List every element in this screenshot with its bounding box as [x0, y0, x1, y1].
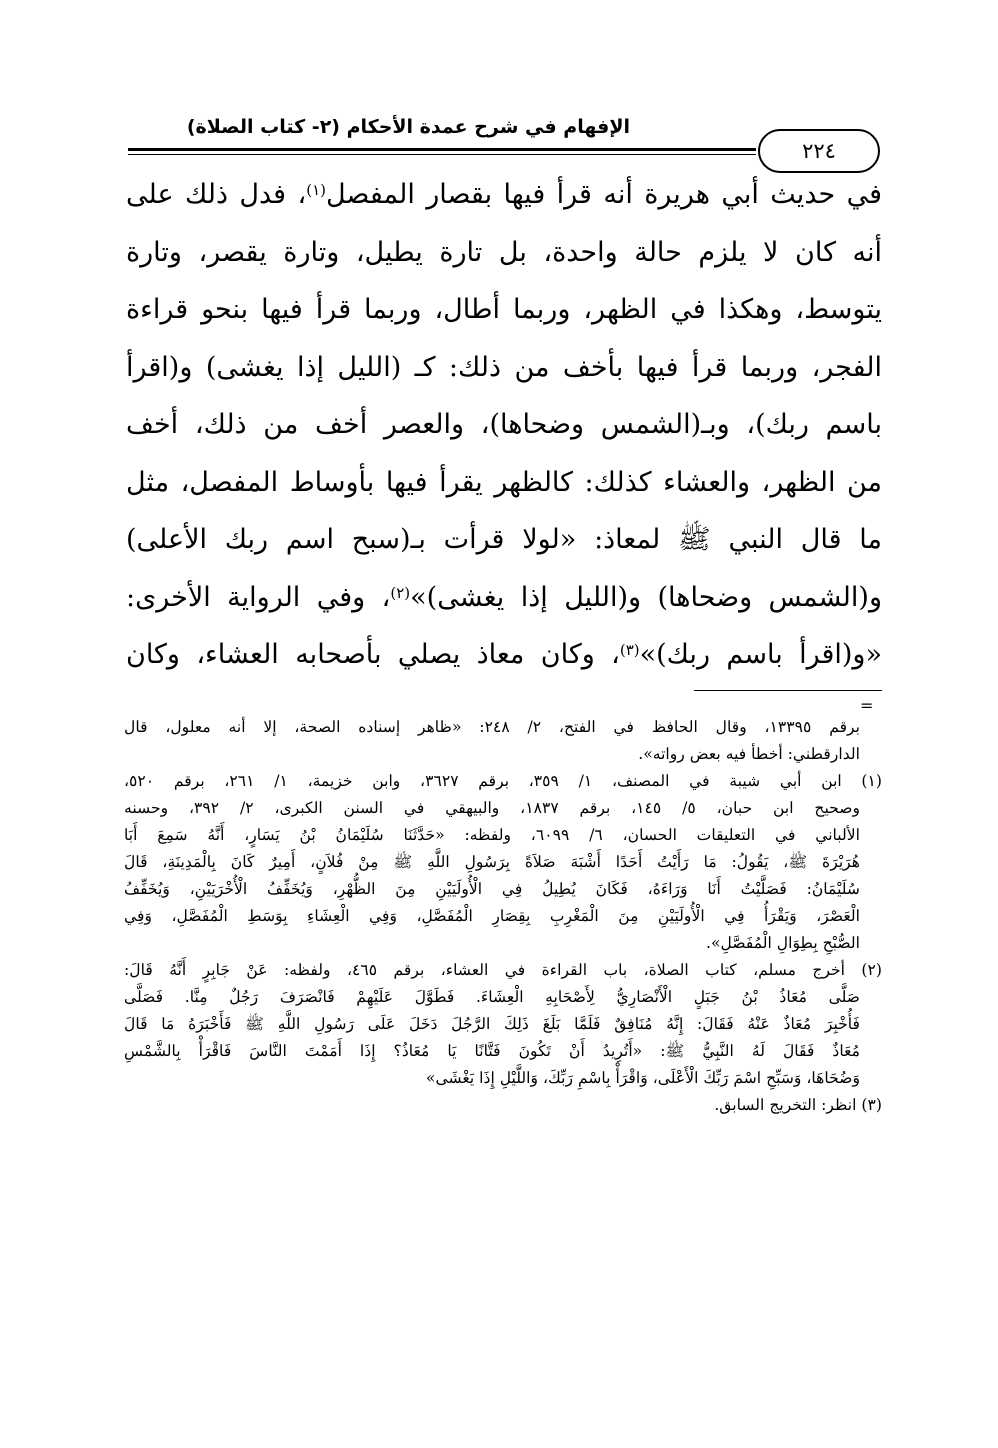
- footnote-ref: (١): [306, 181, 326, 199]
- footnote-line: الدارقطني: أخطأ فيه بعض رواته».: [638, 745, 860, 763]
- text-line: و(الشمس وضحاها) و(الليل إذا يغشى)»$^{(٢)}$، وفي الرواية الأخرى:: [126, 581, 882, 613]
- footnote-1-line: الألباني في التعليقات الحسان، ٦/ ٦٠٩٩، ولفظه: «حَدَّثَنَا سُلَيْمَانُ بْنُ يَسَارٍ، أَنَّهُ سَمِعَ أَبَا: [124, 826, 860, 844]
- main-text: [126, 166, 882, 684]
- text-line: باسم ربك)، وبـ(الشمس وضحاها)، والعصر أخف من ذلك، أخف: [126, 409, 882, 440]
- text-line: من الظهر، والعشاء كذلك: كالظهر يقرأ فيها بأوساط المفصل، مثل: [126, 466, 882, 498]
- header-rule-thin: [128, 154, 756, 155]
- footnote-2-line: وَضُحَاهَا، وَسَبِّحِ اسْمَ رَبِّكَ الْأَعْلَى، وَاقْرَأْ بِاسْمِ رَبِّكَ، وَاللَّيْلِ إِذَا يَغْشَى»: [425, 1069, 860, 1087]
- footnotes: [124, 714, 882, 1119]
- text-line: يتوسط، وهكذا في الظهر، وربما أطال، وربما قرأ فيها بنحو قراءة: [126, 294, 882, 325]
- footnote-1-line: وصحيح ابن حبان، ٥/ ١٤٥، برقم ١٨٣٧، والبيهقي في السنن الكبرى، ٢/ ٣٩٢، وحسنه: [124, 799, 861, 817]
- footnote-ref: (٣): [619, 641, 640, 659]
- footnote-3-line: (٣) انظر: التخريج السابق.: [714, 1096, 882, 1114]
- footnote-line: برقم ١٣٣٩٥، وقال الحافظ في الفتح، ٢/ ٢٤٨: «ظاهر إسناده الصحة، إلا أنه معلول، قال: [124, 718, 860, 736]
- footnote-2-line: مُعَاذٌ فَقَالَ لَهُ النَّبِيُّ ﷺ: «أَتُرِيدُ أَنْ تَكُونَ فَتَّانًا يَا مُعَاذُ؟ إِذَا أَمَمْتَ النَّاسَ فَاقْرَأْ بِالشَّمْسِ: [124, 1042, 860, 1060]
- text-line: أنه كان لا يلزم حالة واحدة، بل تارة يطيل، وتارة يقصر، وتارة: [126, 236, 882, 268]
- text-line: الفجر، وربما قرأ فيها بأخف من ذلك: كـ (الليل إذا يغشى) و(اقرأ: [126, 351, 882, 383]
- footnote-ref: (٢): [390, 583, 411, 602]
- footnote-separator: [694, 690, 882, 691]
- footnote-1-line: هُرَيْرَةَ ﷺ، يَقُولُ: مَا رَأَيْتُ أَحَدًا أَشْبَهَ صَلاَةً بِرَسُولِ اللَّهِ ﷺ مِنْ فُلاَنٍ، أَمِيرٌ كَانَ بِالْمَدِينَةِ، قَالَ: [124, 853, 860, 871]
- text-line: في حديث أبي هريرة أنه قرأ فيها بقصار المفصل$^{(١)}$، فدل ذلك على: [126, 179, 882, 210]
- text-line: «و(اقرأ باسم ربك)»$^{(٣)}$، وكان معاذ يصلي بأصحابه العشاء، وكان: [126, 639, 882, 670]
- footnote-1-line: الْعَصْرَ، وَيَقْرَأُ فِي الْأُولَيَيْنِ مِنَ الْمَغْرِبِ بِقِصَارِ الْمُفَصَّلِ، وَفِي الْعِشَاءِ بِوَسَطِ الْمُفَصَّلِ، وَفِي: [124, 907, 860, 925]
- footnote-2-line: (٢) أخرج مسلم، كتاب الصلاة، باب القراءة في العشاء، برقم ٤٦٥، ولفظه: عَنْ جَابِرٍ أَنَّهُ قَالَ:: [124, 961, 882, 979]
- header-rule-thick: [128, 148, 756, 151]
- footnote-2-line: صَلَّى مُعَاذُ بْنُ جَبَلٍ الْأَنْصَارِيُّ لِأَصْحَابِهِ الْعِشَاءَ. فَطَوَّلَ عَلَيْهِمْ فَانْصَرَفَ رَجُلٌ مِنَّا. فَصَلَّى: [124, 988, 860, 1006]
- footnote-2-line: فَأُخْبِرَ مُعَاذٌ عَنْهُ فَقَالَ: إِنَّهُ مُنَافِقٌ فَلَمَّا بَلَغَ ذَلِكَ الرَّجُلَ دَخَلَ عَلَى رَسُولِ اللَّهِ ﷺ فَأَخْبَرَهُ مَا قَالَ: [124, 1015, 860, 1033]
- footnote-1-line: الصُّبْحِ بِطِوَالِ الْمُفَصَّلِ».: [706, 934, 860, 952]
- footnote-1-line: (١) ابن أبي شيبة في المصنف، ١/ ٣٥٩، برقم ٣٦٢٧، وابن خزيمة، ١/ ٢٦١، برقم ٥٢٠،: [124, 772, 882, 790]
- footnote-continuation-mark: =: [860, 696, 874, 715]
- footnote-1-line: سُلَيْمَانُ: فَصَلَّيْتُ أَنَا وَرَاءَهُ، فَكَانَ يُطِيلُ فِي الْأُولَيَيْنِ مِنَ الظُّهْرِ، وَيُخَفِّفُ الْأُخْرَيَيْنِ، وَيُخَفِّفُ: [124, 880, 860, 898]
- text-line: ما قال النبي ﷺ لمعاذ: «لولا قرأت بـ(سبح اسم ربك الأعلى): [126, 524, 882, 555]
- page-number: ٢٢٤: [758, 129, 880, 173]
- book-title: الإفهام في شرح عمدة الأحكام (٢- كتاب الصلاة): [186, 116, 630, 138]
